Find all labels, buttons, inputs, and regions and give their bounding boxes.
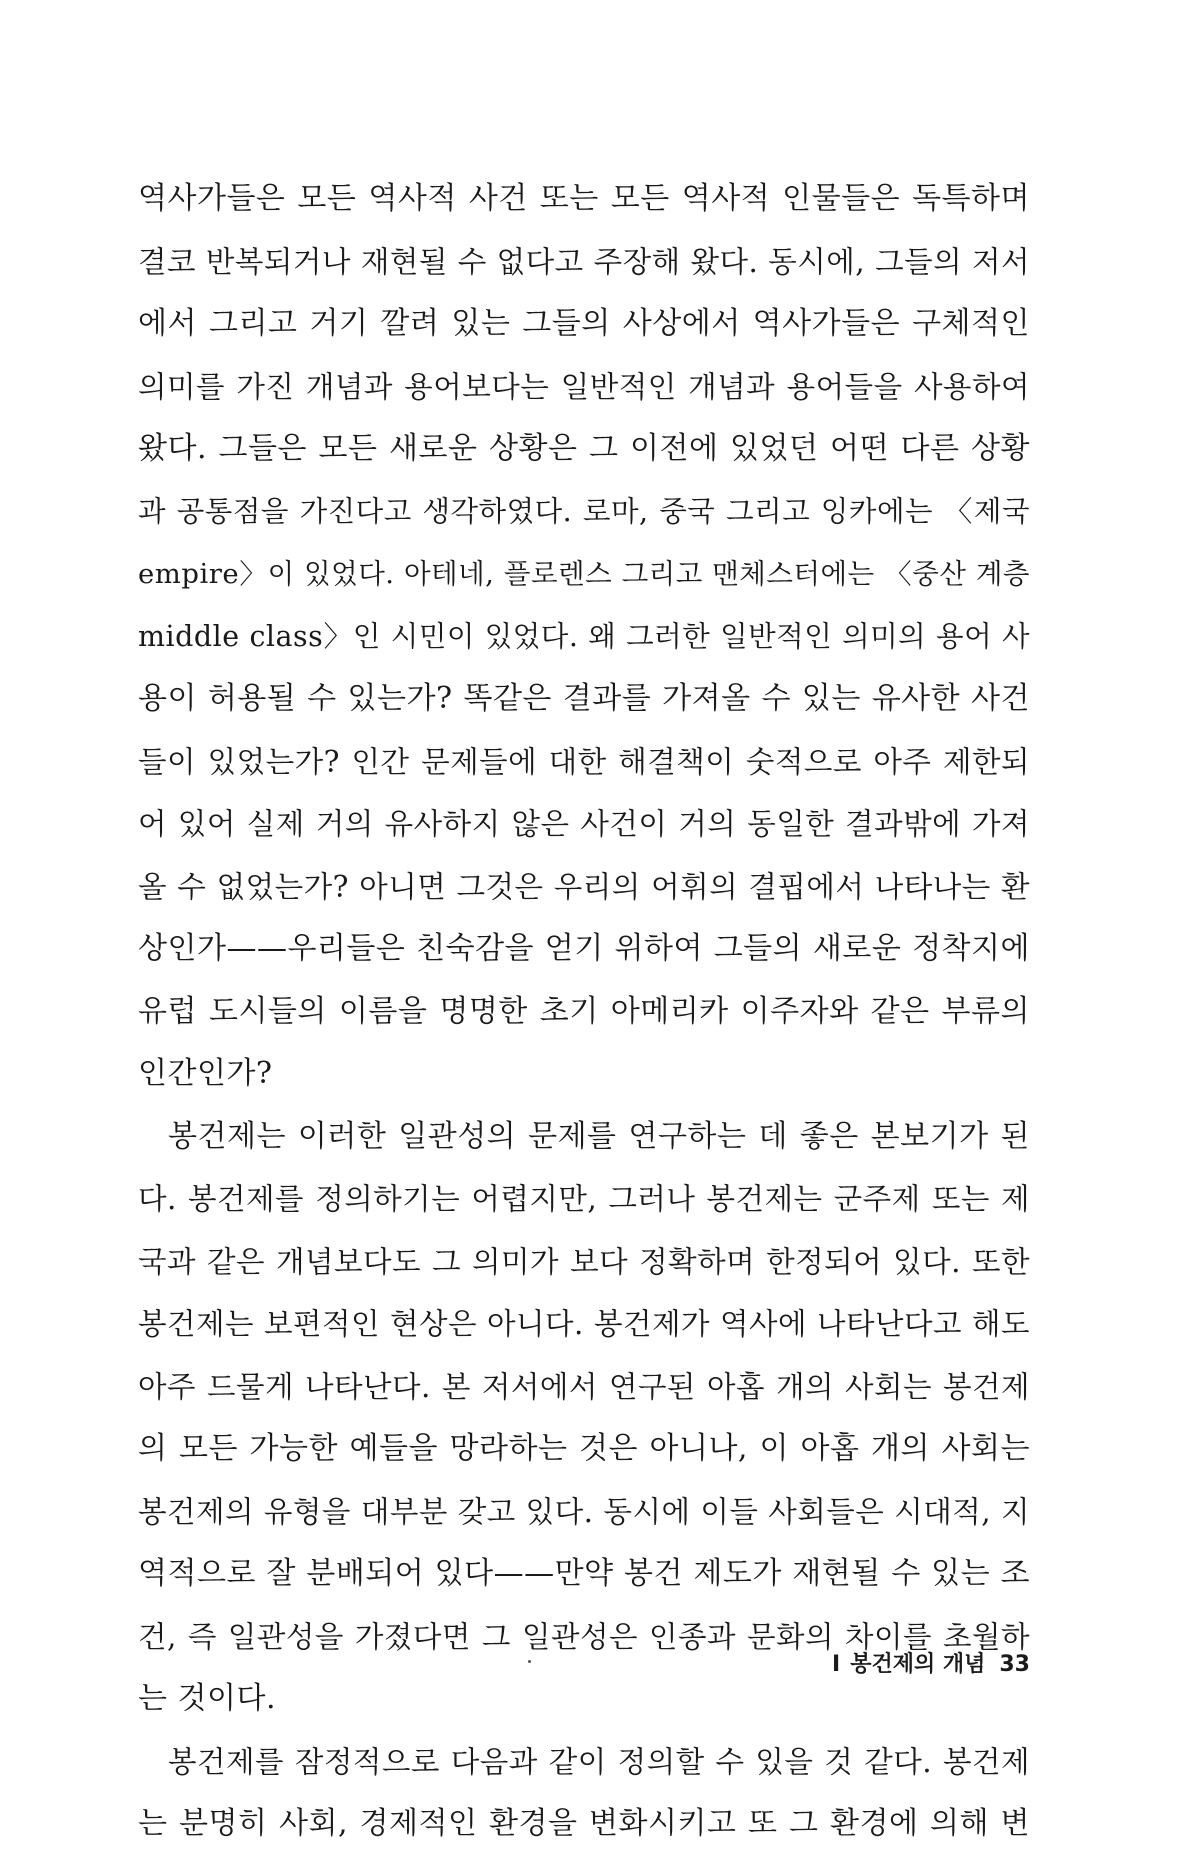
text-line: 왔다. 그들은 모든 새로운 상황은 그 이전에 있었던 어떤 다른 상황: [138, 431, 1030, 466]
text-line: empire〉이 있었다. 아테네, 플로렌스 그리고 맨체스터에는 〈중산 계층: [138, 558, 1030, 590]
text-line: middle class〉인 시민이 있었다. 왜 그러한 일반적인 의미의 용어 사: [138, 619, 1030, 653]
text-line: 들이 있었는가? 인간 문제들에 대한 해결책이 숫적으로 아주 제한되: [138, 744, 1030, 779]
text-line: 국과 같은 개념보다도 그 의미가 보다 정확하며 한정되어 있다. 또한: [138, 1244, 1030, 1279]
text-line: 는 것이다.: [138, 1681, 276, 1716]
text-line: 봉건제의 유형을 대부분 갖고 있다. 동시에 이들 사회들은 시대적, 지: [138, 1494, 1030, 1529]
text-line: 결코 반복되거나 재현될 수 없다고 주장해 왔다. 동시에, 그들의 저서: [138, 244, 1030, 279]
paper-speck: [528, 1660, 531, 1663]
running-footer: [832, 1647, 1030, 1678]
text-line: 에서 그리고 거기 깔려 있는 그들의 사상에서 역사가들은 구체적인: [138, 306, 1030, 341]
text-line: 어 있어 실제 거의 유사하지 않은 사건이 거의 동일한 결과밖에 가져: [138, 807, 1030, 841]
text-line: 의미를 가진 개념과 용어보다는 일반적인 개념과 용어들을 사용하여: [138, 369, 1030, 404]
text-line: 올 수 없었는가? 아니면 그것은 우리의 어휘의 결핍에서 나타나는 환: [138, 869, 1030, 904]
chapter-title: 봉건제의 개념: [850, 1652, 986, 1677]
text-line: 아주 드물게 나타난다. 본 저서에서 연구된 아홉 개의 사회는 봉건제: [138, 1369, 1030, 1404]
text-line: 의 모든 가능한 예들을 망라하는 것은 아니나, 이 아홉 개의 사회는: [138, 1431, 1030, 1466]
body-text: [138, 168, 1030, 1856]
paragraph-start-line: 봉건제는 이러한 일관성의 문제를 연구하는 데 좋은 본보기가 된: [168, 1118, 1030, 1154]
text-line: 과 공통점을 가진다고 생각하였다. 로마, 중국 그리고 잉카에는 〈제국: [138, 494, 1030, 528]
page-number: 33: [999, 1652, 1030, 1677]
text-line: 역적으로 잘 분배되어 있다——만약 봉건 제도가 재현될 수 있는 조: [138, 1556, 1030, 1591]
text-line: 다. 봉건제를 정의하기는 어렵지만, 그러나 봉건제는 군주제 또는 제: [138, 1182, 1030, 1216]
text-line: 유럽 도시들의 이름을 명명한 초기 아메리카 이주자와 같은 부류의: [138, 993, 1030, 1029]
text-line: 인간인가?: [138, 1056, 273, 1091]
text-line: 건, 즉 일관성을 가졌다면 그 일관성은 인종과 문화의 차이를 초월하: [138, 1619, 1030, 1654]
chapter-numeral: I: [832, 1652, 841, 1677]
text-line: 상인가——우리들은 친숙감을 얻기 위하여 그들의 새로운 정착지에: [138, 931, 1030, 966]
text-line: 용이 허용될 수 있는가? 똑같은 결과를 가져올 수 있는 유사한 사건: [138, 681, 1030, 716]
text-line: 는 분명히 사회, 경제적인 환경을 변화시키고 또 그 환경에 의해 변: [138, 1806, 1030, 1841]
text-line: 봉건제는 보편적인 현상은 아니다. 봉건제가 역사에 나타난다고 해도: [138, 1307, 1030, 1341]
paragraph-start-line: 봉건제를 잠정적으로 다음과 같이 정의할 수 있을 것 같다. 봉건제: [168, 1744, 1030, 1779]
text-line: 역사가들은 모든 역사적 사건 또는 모든 역사적 인물들은 독특하며: [138, 181, 1030, 216]
